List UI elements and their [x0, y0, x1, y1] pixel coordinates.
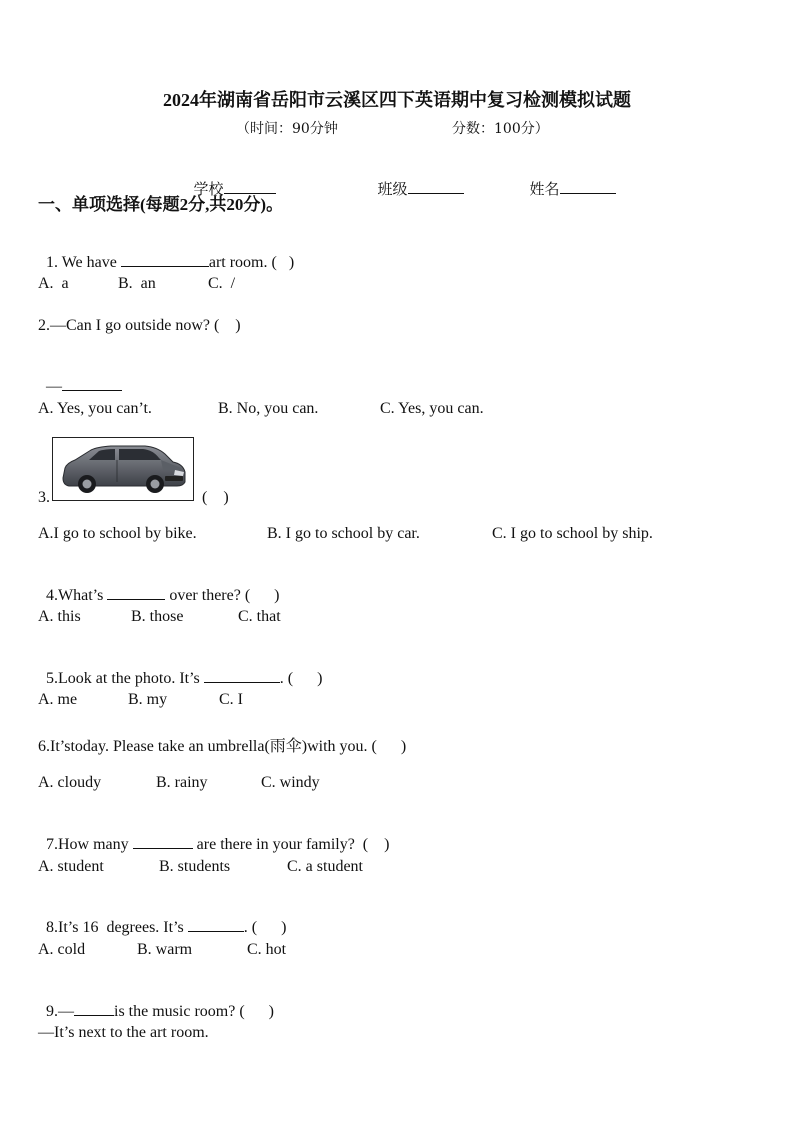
- question-8-text-after: . ( ): [243, 919, 287, 936]
- section-heading: 一、单项选择(每题2分,共20分)。: [38, 195, 284, 214]
- question-9-reply: —It’s next to the art room.: [38, 1024, 209, 1041]
- question-4-option-a[interactable]: A. this: [38, 608, 81, 625]
- question-3-option-b[interactable]: B. I go to school by car.: [267, 525, 420, 542]
- question-4-option-b[interactable]: B. those: [131, 608, 184, 625]
- question-5-text-after: . ( ): [279, 670, 323, 687]
- question-5-option-b[interactable]: B. my: [128, 691, 168, 708]
- question-5-text-before: 5.Look at the photo. It’s: [46, 670, 204, 687]
- class-field: [368, 160, 464, 199]
- question-6-option-c[interactable]: C. windy: [261, 774, 320, 791]
- page-title: 2024年湖南省岳阳市云溪区四下英语期中复习检测模拟试题: [163, 90, 631, 110]
- question-3-option-a[interactable]: A.I go to school by bike.: [38, 525, 197, 542]
- question-2-option-c[interactable]: C. Yes, you can.: [380, 400, 484, 417]
- class-label: 班级: [377, 180, 408, 198]
- name-blank[interactable]: [560, 179, 616, 194]
- question-5-option-a[interactable]: A. me: [38, 691, 78, 708]
- question-6-option-a[interactable]: A. cloudy: [38, 774, 102, 791]
- question-8: [38, 899, 286, 937]
- car-icon: [53, 438, 193, 500]
- question-9-blank[interactable]: [74, 1001, 114, 1016]
- car-image: [52, 437, 194, 501]
- question-9-text-before: 9.—: [46, 1003, 74, 1020]
- question-1-option-a[interactable]: A. a: [38, 275, 69, 292]
- question-1: [38, 234, 294, 272]
- question-8-option-c[interactable]: C. hot: [247, 941, 287, 958]
- question-9-text-after: is the music room? ( ): [114, 1003, 274, 1020]
- question-6: 6.It’stoday. Please take an umbrella(雨伞)with you. ( ): [38, 738, 407, 755]
- question-1-option-c[interactable]: C. /: [208, 275, 236, 292]
- question-4-text-after: over there? ( ): [165, 587, 280, 604]
- question-5-blank[interactable]: [204, 668, 280, 683]
- question-2-option-b[interactable]: B. No, you can.: [218, 400, 319, 417]
- question-4-text-before: 4.What’s: [46, 587, 108, 604]
- name-field: [520, 160, 616, 199]
- question-2: 2.—Can I go outside now? ( ): [38, 317, 241, 334]
- question-1-blank[interactable]: [121, 252, 209, 267]
- question-5-option-c[interactable]: C. I: [219, 691, 243, 708]
- question-8-option-b[interactable]: B. warm: [137, 941, 193, 958]
- question-3-number: 3.: [38, 489, 50, 506]
- question-4-blank[interactable]: [107, 585, 165, 600]
- question-7-text-after: are there in your family? ( ): [192, 836, 390, 853]
- question-4: [38, 567, 280, 605]
- question-4-option-c[interactable]: C. that: [238, 608, 281, 625]
- name-label: 姓名: [529, 180, 560, 198]
- question-1-text-after: art room. ( ): [208, 254, 295, 271]
- question-2-reply-dash: —: [46, 378, 62, 395]
- question-8-blank[interactable]: [188, 917, 244, 932]
- question-5: [38, 650, 322, 688]
- class-blank[interactable]: [408, 179, 464, 194]
- question-7-text-before: 7.How many: [46, 836, 133, 853]
- question-1-option-b[interactable]: B. an: [118, 275, 156, 292]
- question-3-option-c[interactable]: C. I go to school by ship.: [492, 525, 653, 542]
- question-7-option-a[interactable]: A. student: [38, 858, 104, 875]
- school-label: 学校: [193, 180, 224, 198]
- question-8-text-before: 8.It’s 16 degrees. It’s: [46, 919, 188, 936]
- exam-time: （时间：90分钟: [236, 121, 338, 137]
- question-3-paren: ( ): [202, 489, 229, 506]
- question-7-option-b[interactable]: B. students: [159, 858, 231, 875]
- question-2-reply: [38, 358, 122, 396]
- question-7: [38, 816, 389, 854]
- question-7-option-c[interactable]: C. a student: [287, 858, 363, 875]
- question-2-option-a[interactable]: A. Yes, you can’t.: [38, 400, 152, 417]
- question-1-text-before: 1. We have: [46, 254, 121, 271]
- question-9: [38, 983, 274, 1021]
- question-2-blank[interactable]: [62, 376, 122, 391]
- question-7-blank[interactable]: [133, 834, 193, 849]
- exam-score: 分数：100分）: [452, 121, 549, 137]
- question-8-option-a[interactable]: A. cold: [38, 941, 86, 958]
- question-6-option-b[interactable]: B. rainy: [156, 774, 208, 791]
